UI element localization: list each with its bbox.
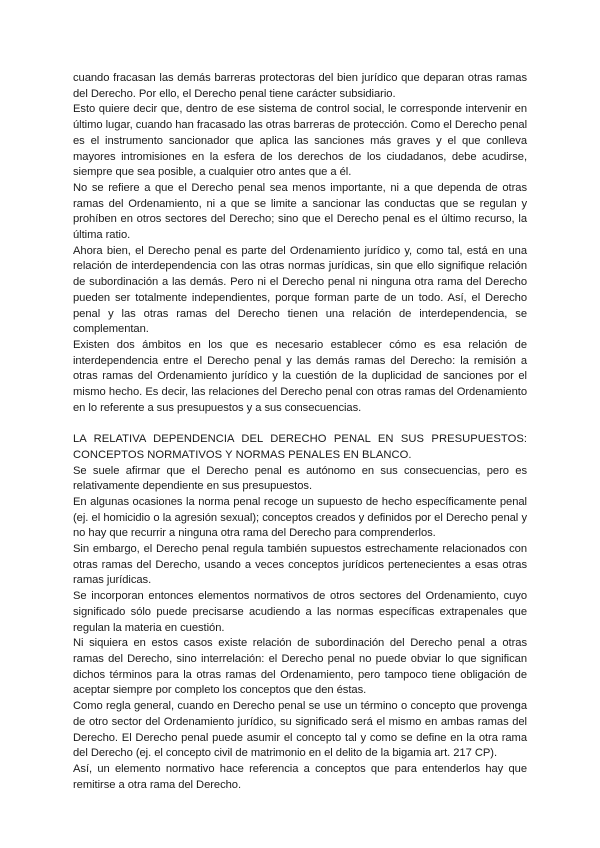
body-paragraph: Como regla general, cuando en Derecho penal se use un término o concepto que provenga de otro sector del Ordenamiento jurídico, su significado será el mismo en ambas ramas del Derecho. El Derecho penal puede asumir el concepto tal y como se define en la otra rama del Derecho (ej. el concepto civil de matrimonio en el delito de la bigamia art. 217 CP). bbox=[73, 700, 527, 760]
body-paragraph: Se suele afirmar que el Derecho penal es autónomo en sus consecuencias, pero es relativamente dependiente en sus presupuestos. bbox=[73, 464, 527, 493]
body-paragraph: Así, un elemento normativo hace referencia a conceptos que para entenderlos hay que remitirse a otra rama del Derecho. bbox=[73, 762, 527, 791]
body-paragraph: Sin embargo, el Derecho penal regula también supuestos estrechamente relacionados con otras ramas del Derecho, usando a veces conceptos jurídicos pertenecientes a esas otras ramas jurídicas. bbox=[73, 543, 527, 587]
document-page bbox=[73, 71, 527, 793]
body-paragraph: cuando fracasan las demás barreras protectoras del bien jurídico que deparan otras ramas del Derecho. Por ello, el Derecho penal tiene carácter subsidiario. bbox=[73, 72, 527, 100]
body-paragraph: Se incorporan entonces elementos normativos de otros sectores del Ordenamiento, cuyo significado sólo puede precisarse acudiendo a las normas específicas extrapenales que regulan la materia en cuestión. bbox=[73, 590, 527, 634]
body-paragraph: Ni siquiera en estos casos existe relación de subordinación del Derecho penal a otras ramas del Derecho, sino interrelación: el Derecho penal no puede obviar lo que significan dichos términos para la otras ramas del Ordenamiento, pero tampoco tiene obligación de aceptar siempre por completo los conceptos que den éstas. bbox=[73, 637, 527, 697]
section-heading: LA RELATIVA DEPENDENCIA DEL DERECHO PENAL EN SUS PRESUPUESTOS: CONCEPTOS NORMATIVOS Y NORMAS PENALES EN BLANCO. bbox=[73, 433, 527, 461]
body-paragraph: No se refiere a que el Derecho penal sea menos importante, ni a que dependa de otras ramas del Ordenamiento, ni a que se limite a sancionar las conductas que se regulan y prohíben en otros sectores del Derecho; sino que el Derecho penal es el último recurso, la última ratio. bbox=[73, 181, 527, 242]
body-paragraph: Ahora bien, el Derecho penal es parte del Ordenamiento jurídico y, como tal, está en una relación de interdependencia con las otras normas jurídicas, sin que ello signifique relación de subordinación a las demás. Pero ni el Derecho penal ni ninguna otra rama del Derecho pueden ser totalmente independientes, porque forman parte de un todo. Así, el Derecho penal y las otras ramas del Derecho tienen una relación de interdependencia, se complementan. bbox=[73, 244, 527, 336]
body-paragraph: En algunas ocasiones la norma penal recoge un supuesto de hecho específicamente penal (ej. el homicidio o la agresión sexual); conceptos creados y definidos por el Derecho penal y no hay que recurrir a ninguna otra rama del Derecho para comprenderlos. bbox=[73, 495, 527, 540]
body-paragraph: Existen dos ámbitos en los que es necesario establecer cómo es esa relación de interdependencia entre el Derecho penal y las demás ramas del Derecho: la remisión a otras ramas del Ordenamiento jurídico y la cuestión de la duplicidad de sanciones por el mismo hecho. Es decir, las relaciones del Derecho penal con otras ramas del Ordenamiento en lo referente a sus presupuestos y a sus consecuencias. bbox=[73, 338, 527, 414]
body-paragraph: Esto quiere decir que, dentro de ese sistema de control social, le corresponde intervenir en último lugar, cuando han fracasado las otras barreras de protección. Como el Derecho penal es el instrumento sancionador que aplica las sanciones más graves y el que conlleva mayores intromisiones en la esfera de los derechos de los ciudadanos, debe acudirse, siempre que sea posible, a cualquier otro antes que a él. bbox=[73, 103, 527, 179]
paragraph-spacer bbox=[73, 416, 527, 432]
